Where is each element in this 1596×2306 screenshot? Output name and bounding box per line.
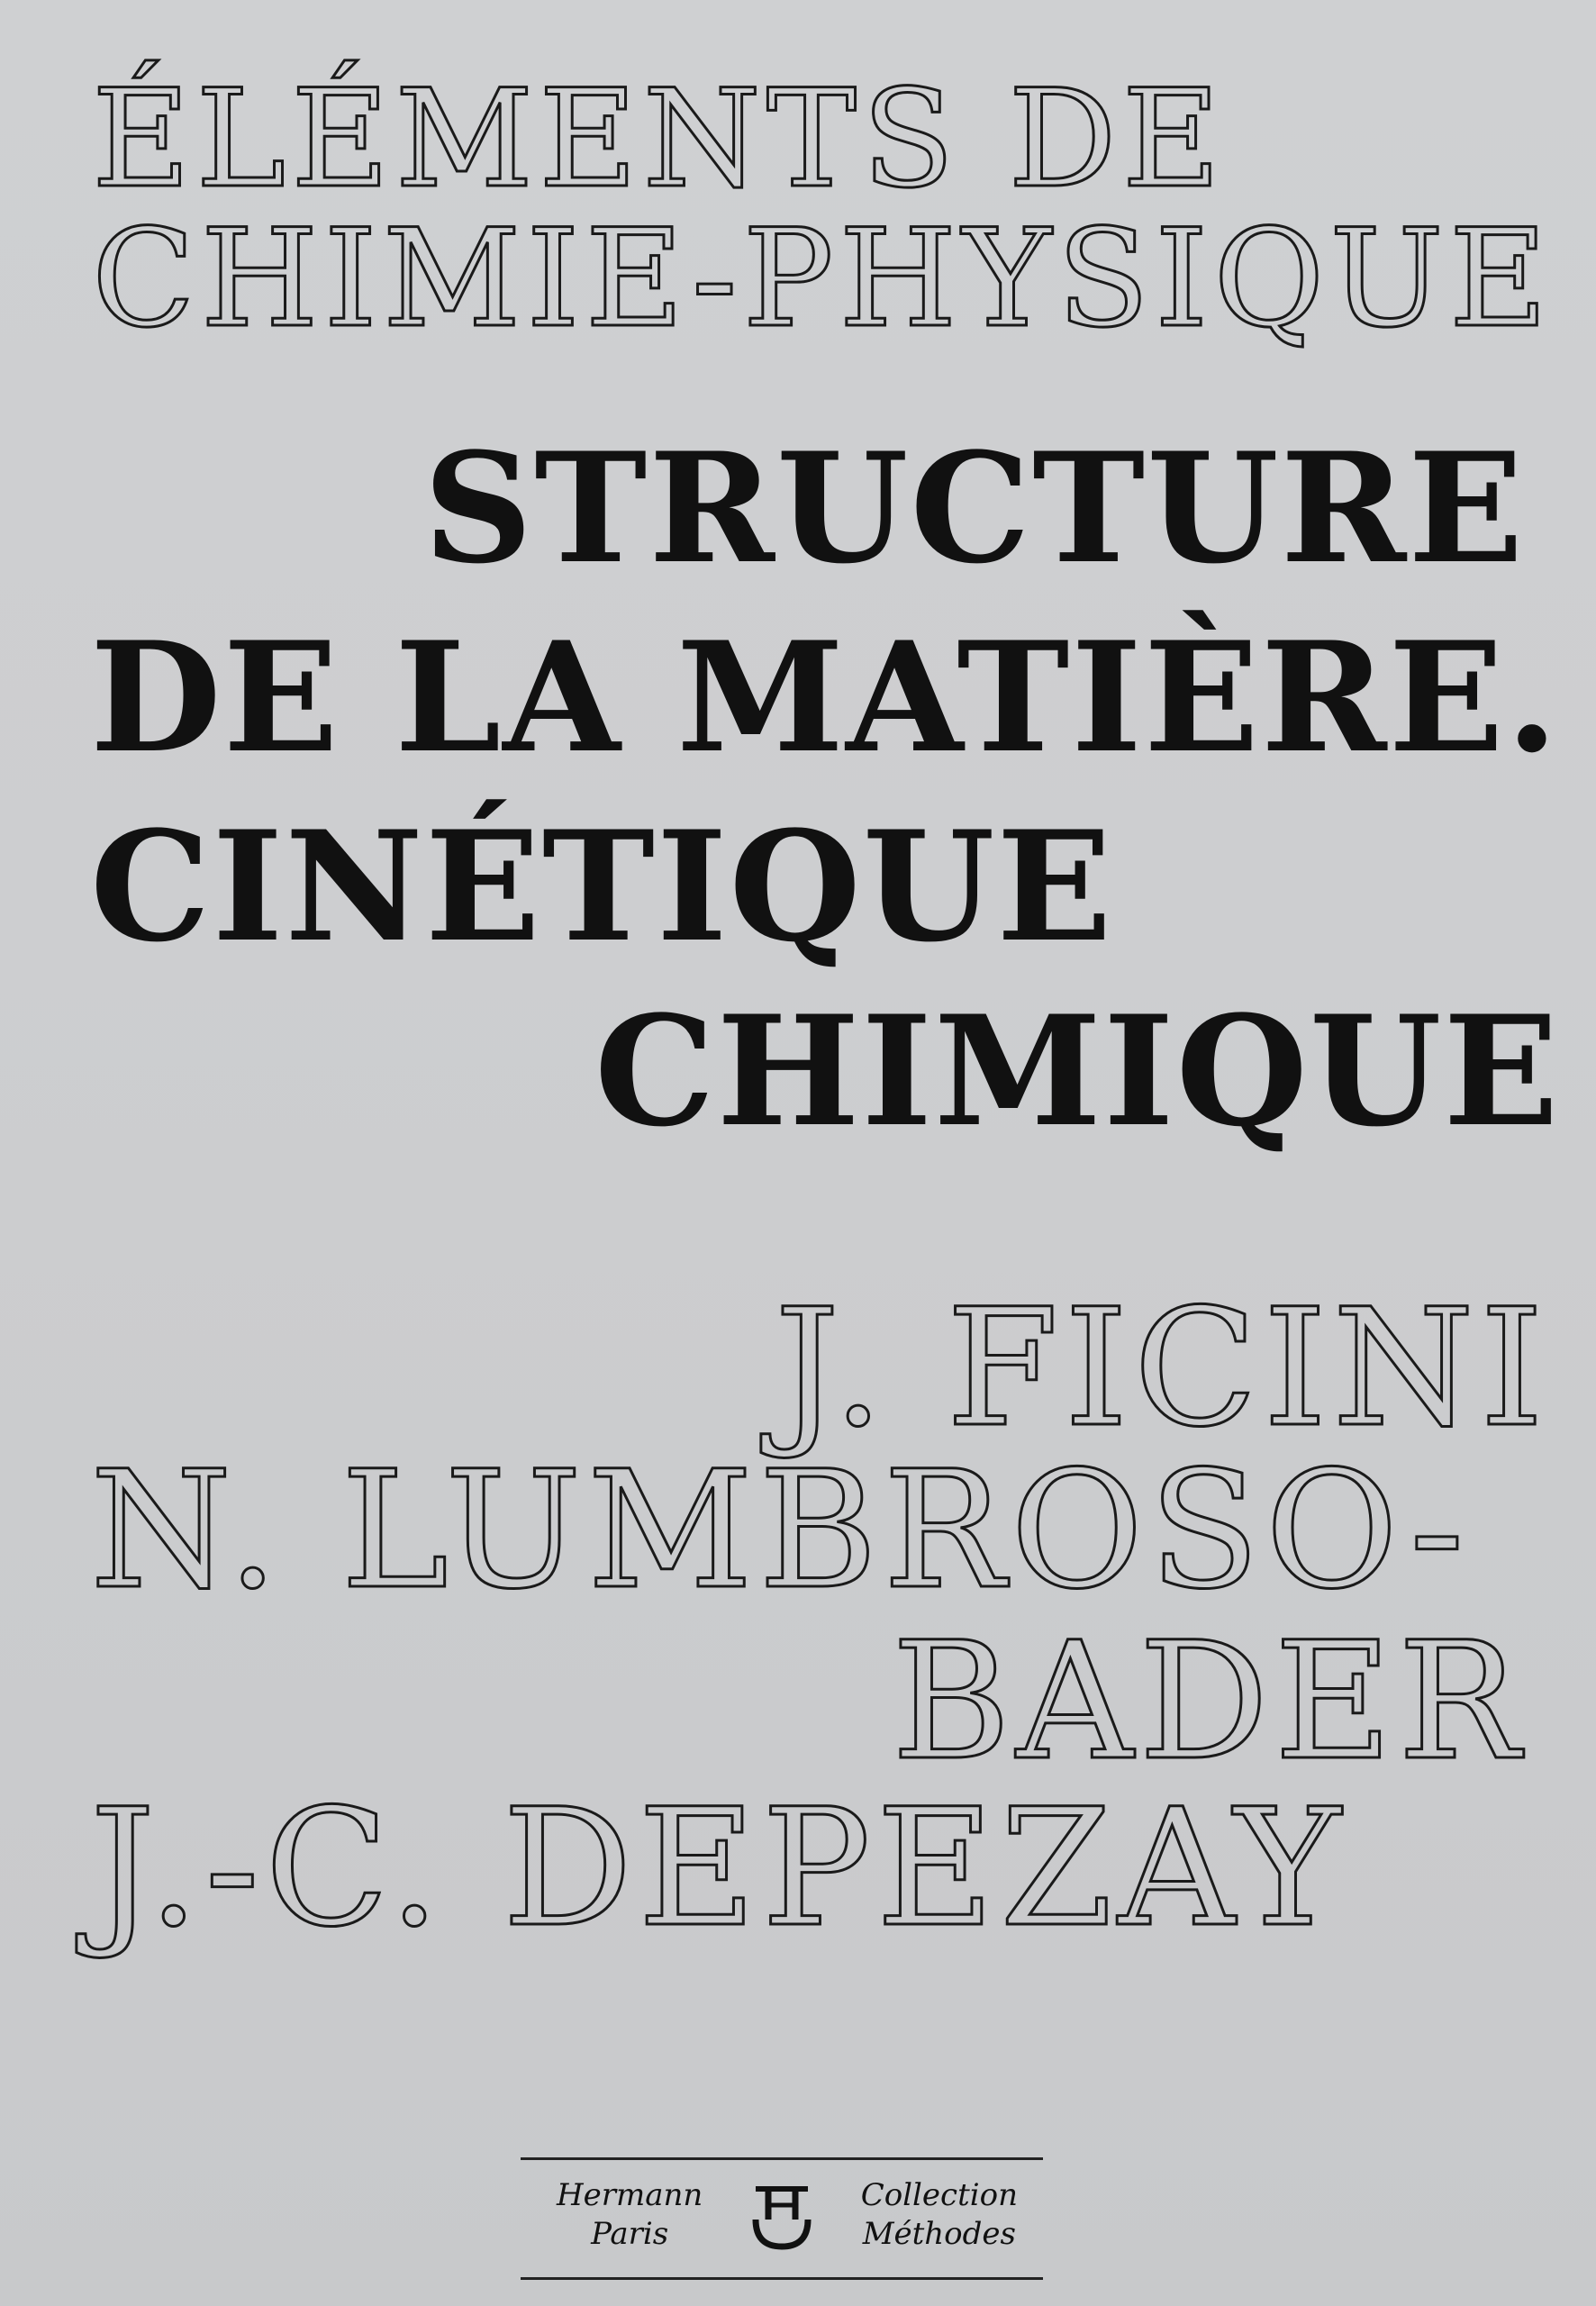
series-title-line2: CHIMIE-PHYSIQUE bbox=[92, 201, 1554, 358]
series-title-line1: ÉLÉMENTS DE bbox=[92, 61, 1227, 218]
main-title-line3: CINÉTIQUE bbox=[90, 797, 1114, 976]
main-title-line4: CHIMIQUE bbox=[594, 982, 1561, 1160]
author-line1: J. FICINI bbox=[775, 1275, 1550, 1463]
publisher-right bbox=[861, 2176, 1018, 2253]
publisher-block bbox=[521, 2157, 1043, 2280]
publisher-city: Paris bbox=[591, 2215, 669, 2252]
author-line3: BADER bbox=[892, 1608, 1526, 1796]
main-title-line2: DE LA MATIÈRE. bbox=[90, 608, 1561, 786]
main-title-line1: STRUCTURE bbox=[423, 419, 1526, 597]
publisher-name: Hermann bbox=[557, 2177, 703, 2213]
publisher-left bbox=[557, 2176, 703, 2253]
author-line4: J.-C. DEPEZAY bbox=[90, 1775, 1347, 1963]
author-line2: N. LUMBROSO- bbox=[90, 1437, 1470, 1625]
collection-name: Méthodes bbox=[862, 2215, 1016, 2252]
hermann-logo-icon bbox=[750, 2183, 813, 2252]
collection-label: Collection bbox=[860, 2177, 1018, 2213]
